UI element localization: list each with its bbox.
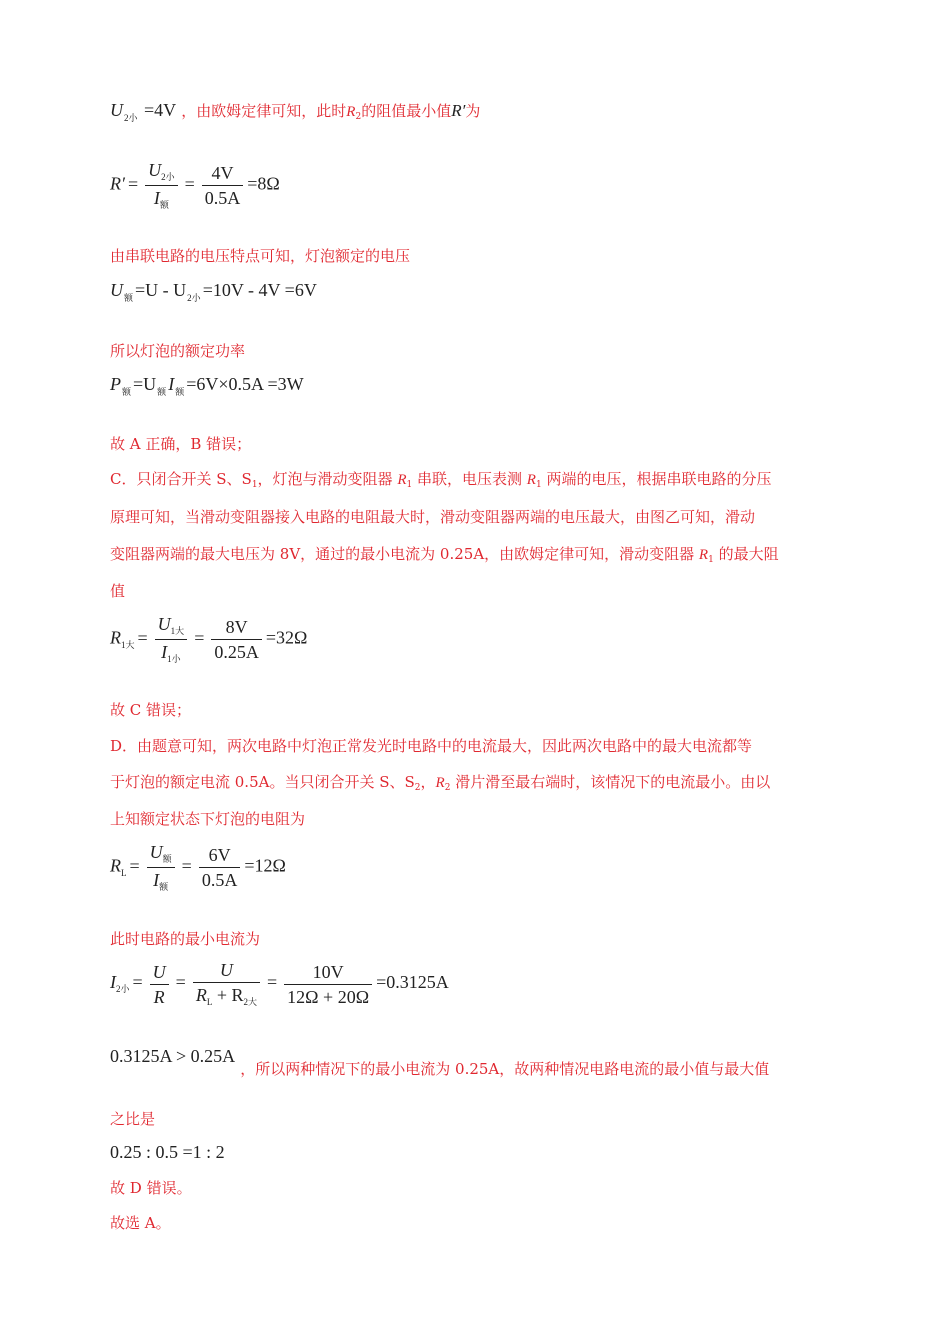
formula-i2-min: $I_{2小}$ = $\frac{U}{R}$ = $\frac{U}{R_L + R_{2大}}$ = $\frac{10V}{12\Omega + 20\Omega}$ =0.3125A xyxy=(110,958,449,1010)
text-min-current: 此时电路的最小电流为 xyxy=(110,930,261,948)
subscript: 2小 xyxy=(116,984,130,995)
fraction-numeric xyxy=(202,161,244,210)
numerator: U xyxy=(219,960,233,980)
fraction-symbolic xyxy=(155,612,188,667)
text-b: ，灯泡与滑动变阻器 xyxy=(257,470,398,488)
text-ohm-law xyxy=(181,102,480,120)
symbol-r: R xyxy=(346,104,356,120)
subscript: 1大 xyxy=(170,626,185,636)
text-a: 于灯泡的额定电流 0.5A。当只闭合开关 S、S xyxy=(110,773,415,791)
text-b: 的最大阻 xyxy=(713,545,779,563)
symbol-r-prime: R′ xyxy=(451,101,466,120)
subscript: 额 xyxy=(162,854,172,864)
subscript: 2小 xyxy=(187,293,201,303)
denominator: 0.25A xyxy=(214,642,259,662)
symbol-r: R xyxy=(526,472,536,488)
formula-ratio: 0.25 : 0.5 =1 : 2 xyxy=(110,1142,225,1162)
symbol-i: I xyxy=(168,374,175,394)
subscript: 2大 xyxy=(243,997,258,1007)
result: =10V - 4V =6V xyxy=(202,280,317,300)
symbol-u: U xyxy=(110,100,123,120)
text-a: 变阻器两端的最大电压为 8V，通过的最小电流为 0.25A，由欧姆定律可知，滑动变阻器 xyxy=(110,545,699,563)
symbol-r: R xyxy=(195,985,207,1005)
result: =0.3125A xyxy=(376,972,449,993)
subscript: 1大 xyxy=(121,639,135,650)
subscript: 1 xyxy=(535,480,542,490)
text-conclusion-d: 故 D 错误。 xyxy=(110,1179,192,1197)
denominator: 0.5A xyxy=(204,188,241,208)
text-c-line2: 原理可知，当滑动变阻器接入电路的电阻最大时，滑动变阻器两端的电压最大，由图乙可知，滑动 xyxy=(110,508,756,526)
fraction-numeric xyxy=(199,843,241,892)
subscript: 1 xyxy=(251,480,258,490)
text-c: 串联，电压表测 xyxy=(412,470,527,488)
text-ratio: ，所以两种情况下的最小电流为 0.25A，故两种情况电路电流的最小值与最大值 xyxy=(240,1060,770,1078)
denominator: I xyxy=(153,188,160,208)
symbol-u: =U xyxy=(133,374,157,394)
fraction-symbolic xyxy=(147,840,175,895)
symbol-r: R xyxy=(698,547,709,563)
formula-r-prime: R′ = $\frac{U_{2小}}{I_额}$ = $\frac{4V}{0.5A}$ =8Ω xyxy=(110,158,280,213)
text-a: ，由欧姆定律可知，此时 xyxy=(181,102,347,120)
text-c: 滑片滑至最右端时，该情况下的电流最小。由以 xyxy=(450,773,771,791)
subscript: 2 xyxy=(414,783,421,793)
fraction-u-over-sum xyxy=(193,958,260,1010)
denominator: I xyxy=(153,870,160,890)
lhs: I xyxy=(110,972,116,993)
formula-rl: $R_L$ = $\frac{U_额}{I_额}$ = $\frac{6V}{0.5A}$ =12Ω xyxy=(110,840,286,895)
subscript: 额 xyxy=(159,200,169,210)
denominator: 12Ω + 20Ω xyxy=(287,986,370,1007)
subscript: L xyxy=(121,867,127,878)
fraction-u-over-r xyxy=(150,960,169,1009)
subscript: 2小 xyxy=(161,172,175,182)
denominator: R xyxy=(153,986,165,1007)
result: =8Ω xyxy=(247,173,280,194)
symbol-u: U xyxy=(110,280,123,300)
text-c-line3 xyxy=(110,543,779,568)
subscript: 2小 xyxy=(124,113,138,123)
formula-r1-max: $R_{1大}$ = $\frac{U_{1大}}{I_{1小}}$ = $\frac{8V}{0.25A}$ =32Ω xyxy=(110,612,307,667)
formula-p-rated xyxy=(110,372,304,399)
value: =4V xyxy=(144,100,177,120)
subscript: 额 xyxy=(157,387,167,397)
formula-u2-min xyxy=(110,100,177,123)
text-c-line1 xyxy=(110,468,771,493)
fraction-symbolic xyxy=(145,158,178,213)
line-comparison xyxy=(110,1044,770,1078)
line-u2-min xyxy=(110,98,480,125)
lhs: R′ xyxy=(110,173,125,194)
lhs: R xyxy=(110,855,121,876)
symbol-r: R xyxy=(435,775,445,791)
subscript: 额 xyxy=(124,293,134,303)
text-conclusion-c: 故 C 错误； xyxy=(110,701,192,719)
denominator: I xyxy=(161,642,168,662)
subscript: 额 xyxy=(159,882,169,892)
numerator: 8V xyxy=(211,615,262,640)
text-ratio-is: 之比是 xyxy=(110,1110,156,1128)
numerator: U xyxy=(149,842,163,862)
subscript: 1 xyxy=(708,555,714,565)
result: =6V×0.5A =3W xyxy=(186,374,304,394)
subscript: 1 xyxy=(406,480,413,490)
fraction-numeric xyxy=(211,615,262,664)
text-conclusion-ab: 故 A 正确，B 错误； xyxy=(110,435,252,453)
numerator: U xyxy=(148,160,162,180)
result: =32Ω xyxy=(265,627,308,648)
text-d-line2 xyxy=(110,771,770,796)
result: =12Ω xyxy=(244,855,286,876)
text-a: C．只闭合开关 S、S xyxy=(110,470,252,488)
text-series-voltage: 由串联电路的电压特点可知，灯泡额定的电压 xyxy=(110,247,411,265)
text-b: 的阻值最小值 xyxy=(361,102,452,120)
denominator: 0.5A xyxy=(201,870,238,890)
formula-compare: 0.3125A > 0.25A xyxy=(110,1046,236,1066)
subscript: 额 xyxy=(175,387,185,397)
numerator: 10V xyxy=(284,960,372,985)
numerator: U xyxy=(157,614,171,634)
text-d: 两端的电压，根据串联电路的分压 xyxy=(541,470,772,488)
subscript: L xyxy=(206,997,213,1007)
symbol-p: P xyxy=(110,374,121,394)
symbol-r: R xyxy=(397,472,407,488)
text-answer: 故选 A。 xyxy=(110,1214,171,1232)
numerator: U xyxy=(152,961,166,982)
subscript: 1小 xyxy=(167,654,181,664)
text-d-line3: 上知额定状态下灯泡的电阻为 xyxy=(110,810,306,828)
subscript: 2 xyxy=(444,783,451,793)
plus-r: + R xyxy=(212,985,244,1005)
fraction-numeric xyxy=(284,960,372,1009)
text-b: ， xyxy=(420,773,436,791)
numerator: 4V xyxy=(202,161,244,186)
subscript: 额 xyxy=(122,387,132,397)
text-d-line1: D．由题意可知，两次电路中灯泡正常发光时电路中的电流最大，因此两次电路中的最大电流都等 xyxy=(110,737,753,755)
lhs: R xyxy=(110,627,121,648)
text-rated-power: 所以灯泡的额定功率 xyxy=(110,342,246,360)
expression: =U - U xyxy=(135,280,187,300)
formula-u-rated xyxy=(110,278,317,305)
subscript: 2 xyxy=(355,112,362,122)
text-c-line4: 值 xyxy=(110,582,126,600)
text-c: 为 xyxy=(465,102,481,120)
numerator: 6V xyxy=(199,843,241,868)
